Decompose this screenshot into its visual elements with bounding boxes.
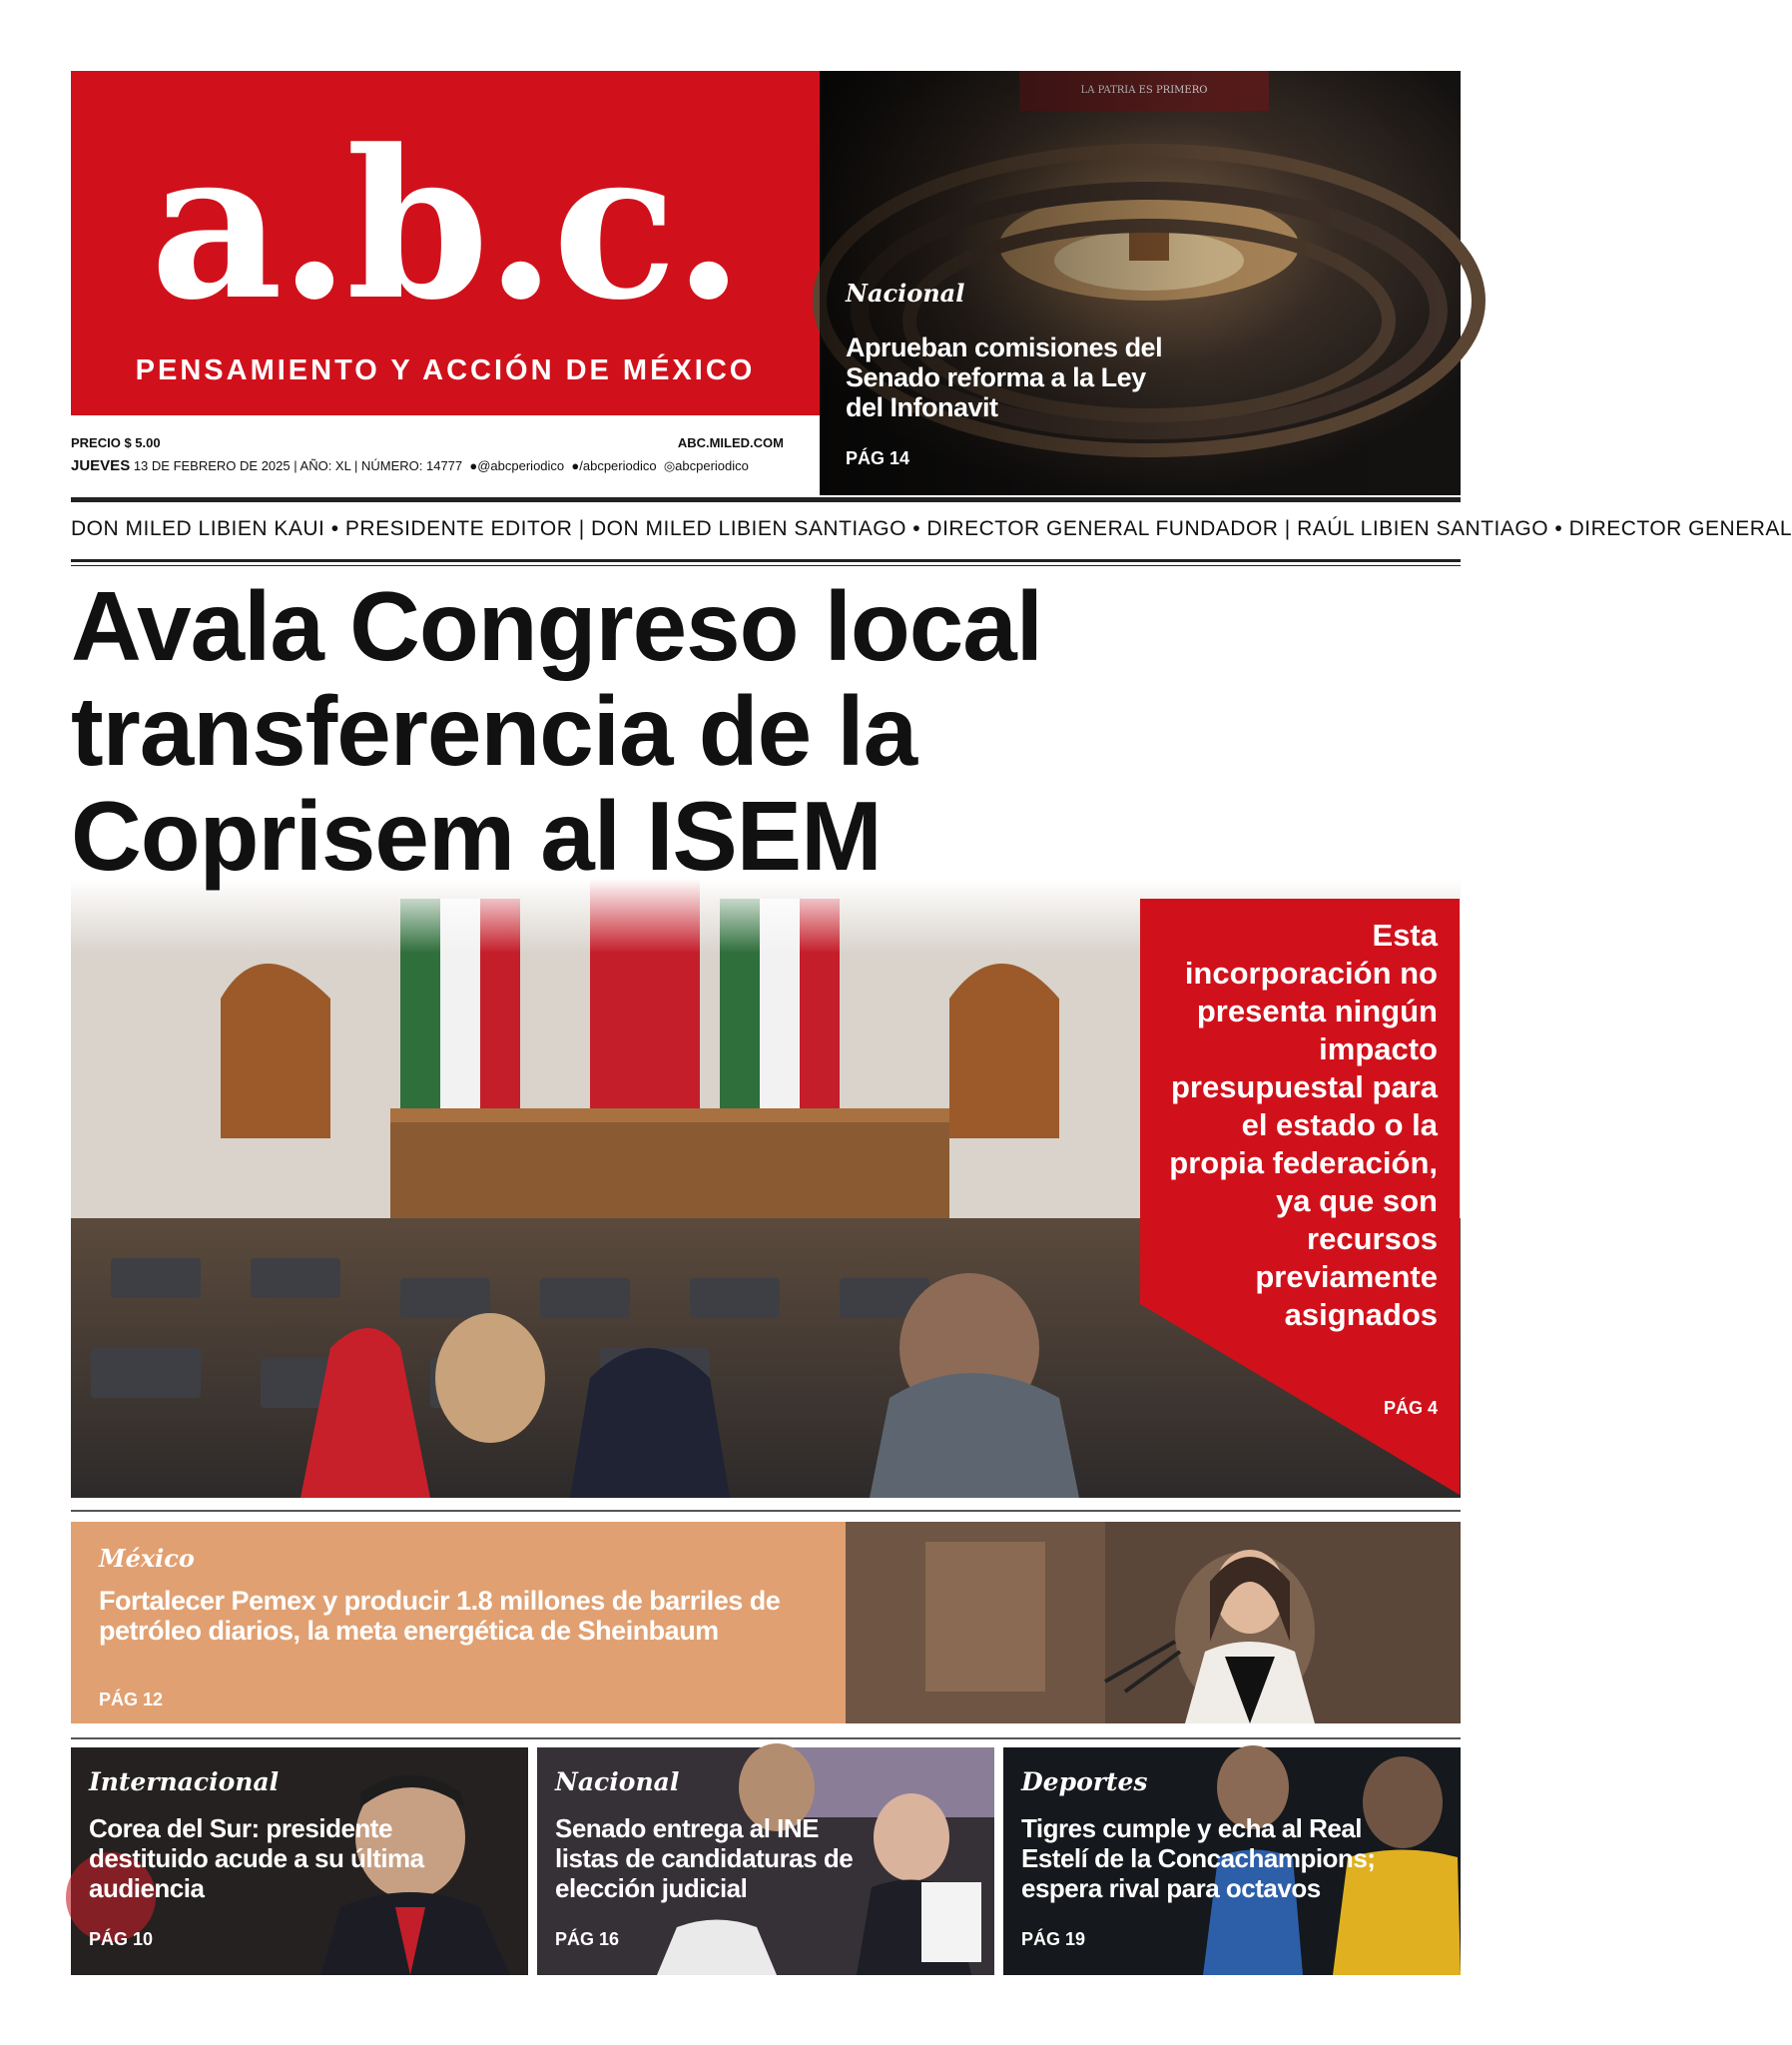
- teaser-section: Internacional: [89, 1767, 280, 1796]
- lead-page: PÁG 4: [1383, 1398, 1438, 1418]
- price: PRECIO $ 5.00: [71, 435, 161, 450]
- separator: |: [294, 458, 300, 473]
- lead-headline[interactable]: Avala Congreso local transferencia de la Coprisem al ISEM: [71, 571, 1043, 891]
- teaser-section: Deportes: [1021, 1767, 1148, 1796]
- issue-date: 13 DE FEBRERO DE 2025: [133, 458, 291, 473]
- issue-year: AÑO: XL: [299, 458, 351, 473]
- masthead-logo-block: [71, 71, 820, 415]
- teaser-page: PÁG 19: [1021, 1929, 1086, 1949]
- teaser-card-deportes[interactable]: [1003, 1747, 1461, 1975]
- newspaper-tagline: PENSAMIENTO Y ACCIÓN DE MÉXICO: [135, 354, 756, 386]
- teaser-section: Nacional: [555, 1767, 680, 1796]
- instagram-handle[interactable]: abcperiodico: [675, 458, 749, 473]
- top-teaser-senate[interactable]: [820, 71, 1461, 495]
- facebook-icon: ●: [567, 458, 580, 473]
- issue-info-line: [71, 457, 749, 474]
- mexico-teaser-page: PÁG 12: [99, 1690, 164, 1709]
- teaser-card-internacional[interactable]: [71, 1747, 528, 1975]
- divider: [71, 497, 1461, 502]
- lead-callout-text: Esta incorporación no presenta ningún impacto presupuestal para el estado o la propia federación, ya que son recursos previamente asignados: [1169, 918, 1438, 1332]
- mexico-teaser[interactable]: [71, 1522, 846, 1723]
- top-teaser-page: PÁG 14: [846, 448, 910, 468]
- twitter-icon: ●: [465, 458, 478, 473]
- sheinbaum-press-photo: [846, 1522, 1461, 1723]
- instagram-icon: ◎: [660, 458, 676, 473]
- separator: |: [353, 458, 361, 473]
- issue-day: JUEVES: [71, 457, 131, 474]
- teaser-title[interactable]: Senado entrega al INE listas de candidaturas de elección judicial: [555, 1813, 854, 1903]
- divider: [71, 1737, 1461, 1739]
- divider: [71, 559, 1461, 562]
- issue-number: NÚMERO: 14777: [360, 458, 463, 473]
- twitter-handle[interactable]: @abcperiodico: [477, 458, 565, 473]
- facebook-handle[interactable]: /abcperiodico: [579, 458, 657, 473]
- teaser-title[interactable]: Tigres cumple y echa al Real Estelí de la Concachampions; espera rival para octavos: [1021, 1813, 1376, 1903]
- top-teaser-title[interactable]: Aprueban comisiones del Senado reforma a la Ley del Infonavit: [846, 333, 1163, 422]
- teaser-title[interactable]: Corea del Sur: presidente destituido acude a su última audiencia: [89, 1813, 424, 1903]
- teaser-card-nacional[interactable]: [537, 1747, 994, 1975]
- sheinbaum-photo: [846, 1522, 1461, 1723]
- divider: [71, 1510, 1461, 1512]
- mexico-teaser-title[interactable]: Fortalecer Pemex y producir 1.8 millones de barriles de petróleo diarios, la meta energética de Sheinbaum: [99, 1586, 781, 1646]
- divider: [71, 565, 1461, 566]
- editorial-credits: DON MILED LIBIEN KAUI • PRESIDENTE EDITOR | DON MILED LIBIEN SANTIAGO • DIRECTOR GENERAL FUNDADOR | RAÚL LIBIEN SANTIAGO • DIRECTOR GENERAL: [71, 517, 1792, 540]
- website-link[interactable]: ABC.MILED.COM: [677, 435, 784, 450]
- mexico-teaser-section: México: [99, 1544, 195, 1573]
- top-teaser-section: Nacional: [846, 279, 965, 308]
- newspaper-logo: a.b.c.: [150, 106, 741, 345]
- teaser-page: PÁG 16: [555, 1929, 620, 1949]
- teaser-page: PÁG 10: [89, 1929, 154, 1949]
